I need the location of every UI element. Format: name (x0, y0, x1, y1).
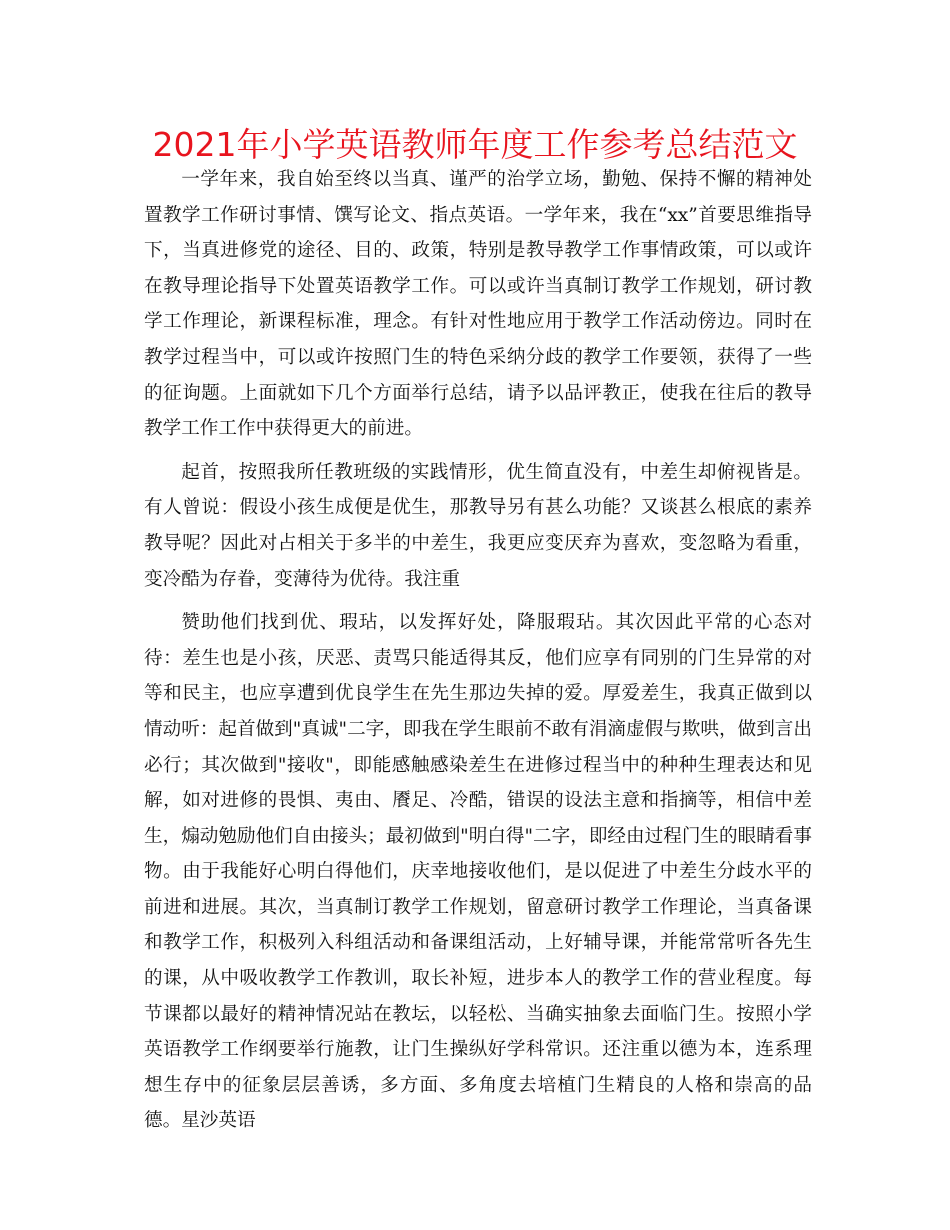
paragraph: 起首，按照我所任教班级的实践情形，优生简直没有，中差生却俯视皆是。有人曾说：假设小孩生成便是优生，那教导另有甚么功能？又谈甚么根底的素养教导呢？因此对占相关于多半的中差生，我更应变厌弃为喜欢，变忽略为看重，变冷酷为存眷，变薄待为优待。我注重 (144, 461, 812, 590)
paragraph: 一学年来，我自始至终以当真、谨严的治学立场，勤勉、保持不懈的精神处置教学工作研讨事情、馔写论文、指点英语。一学年来，我在“xx”首要思维指导下，当真进修党的途径、目的、政策，特别是教导教学工作事情政策，可以或许在教导理论指导下处置英语教学工作。可以或许当真制订教学工作规划，研讨教学工作理论，新课程标准，理念。有针对性地应用于教学工作活动傍边。同时在教学过程当中，可以或许按照门生的特色采纳分歧的教学工作要领，获得了一些的征询题。上面就如下几个方面举行总结，请予以品评教正，使我在往后的教导教学工作工作中获得更大的前进。 (144, 169, 812, 440)
paragraph: 赞助他们找到优、瑕玷，以发挥好处，降服瑕玷。其次因此平常的心态对待：差生也是小孩，厌恶、责骂只能适得其反，他们应享有同别的门生异常的对等和民主，也应享遭到优良学生在先生那边失掉的爱。厚爱差生，我真正做到以情动听：起首做到"真诚"二字，即我在学生眼前不敢有涓滴虚假与欺哄，做到言出必行；其次做到"接收"，即能感触感染差生在进修过程当中的种种生理表达和见解，如对进修的畏惧、夷由、餍足、冷酷，错误的设法主意和指摘等，相信中差生，煽动勉励他们自由接头；最初做到"明白得"二字，即经由过程门生的眼睛看事物。由于我能好心明白得他们，庆幸地接收他们，是以促进了中差生分歧水平的前进和进展。其次，当真制订教学工作规划，留意研讨教学工作理论，当真备课和教学工作，积极列入科组活动和备课组活动，上好辅导课，并能常常听各先生的课，从中吸收教学工作教训，取长补短，进步本人的教学工作的营业程度。每节课都以最好的精神情况站在教坛，以轻松、当确实抽象去面临门生。按照小学英语教学工作纲要举行施教，让门生操纵好学科常识。还注重以德为本，连系理想生存中的征象层层善诱，多方面、多角度去培植门生精良的人格和崇高的品德。星沙英语 (144, 612, 812, 1132)
document-title: 2021年小学英语教师年度工作参考总结范文 (152, 125, 798, 164)
document-body (144, 162, 812, 1147)
